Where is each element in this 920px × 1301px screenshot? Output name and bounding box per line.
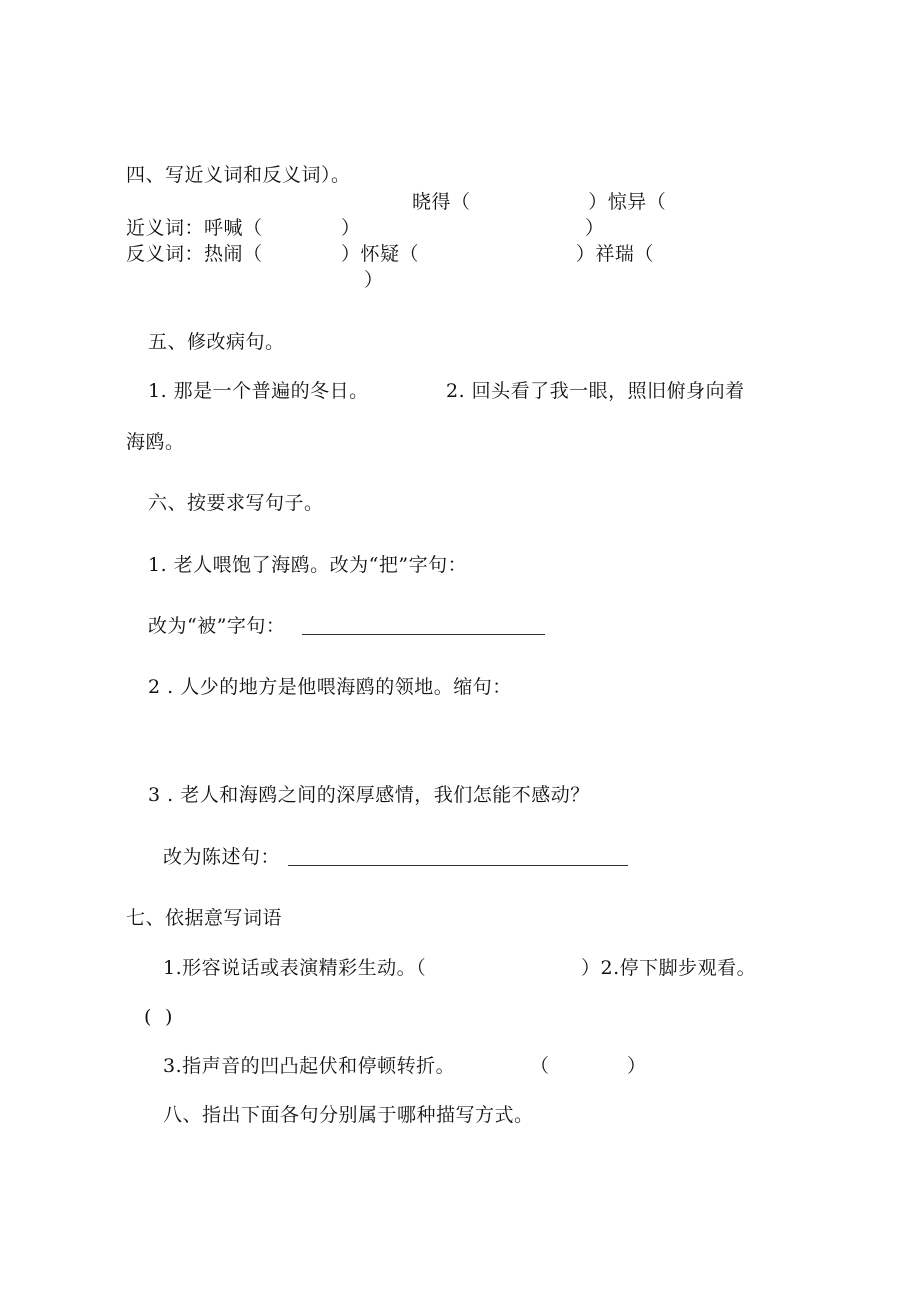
sick-sentence-2-continued: 海鸥。 <box>126 431 185 453</box>
word-question-1: 1.形容说话或表演精彩生动。（ <box>163 957 427 979</box>
sick-sentence-1: 1. 那是一个普遍的冬日。 <box>148 380 369 402</box>
rewrite-question-3: 3 . 老人和海鸥之间的深厚感情，我们怎能不感动？ <box>148 784 590 806</box>
section-4-title: 四、写近义词和反义词）。 <box>126 164 351 186</box>
section-6-title: 六、按要求写句子。 <box>148 492 324 514</box>
rewrite-question-1: 1. 老人喂饱了海鸥。改为“把”字句： <box>148 554 468 576</box>
antonym-row: 反义词：热闹（ ）怀疑（ ）祥瑞（ <box>126 243 654 265</box>
word-question-2-paren: ( ) <box>144 1006 173 1028</box>
synonym-close-paren: ） <box>585 217 605 239</box>
word-question-2: ）2.停下脚步观看。 <box>581 957 757 979</box>
synonym-row-xiaode-jingyi: 晓得（ ）惊异（ <box>412 191 667 213</box>
rewrite-question-2: 2 . 人少的地方是他喂海鸥的领地。缩句： <box>148 676 512 698</box>
rewrite-question-1-bei: 改为“被”字句： <box>148 615 286 637</box>
word-question-3-close-paren: ） <box>627 1055 647 1077</box>
section-7-title: 七、依据意写词语 <box>126 907 283 929</box>
answer-line-statement[interactable] <box>288 865 628 866</box>
word-question-3: 3.指声音的凹凸起伏和停顿转折。 <box>163 1055 456 1077</box>
section-8-title: 八、指出下面各句分别属于哪种描写方式。 <box>163 1104 534 1126</box>
sick-sentence-2: 2. 回头看了我一眼，照旧俯身向着 <box>446 380 745 402</box>
antonym-close-paren: ） <box>364 269 384 291</box>
section-5-title: 五、修改病句。 <box>148 331 285 353</box>
answer-line-bei[interactable] <box>302 634 545 635</box>
synonym-row-huhan: 近义词：呼喊（ ） <box>126 217 361 239</box>
rewrite-question-3-statement: 改为陈述句： <box>163 846 281 868</box>
word-question-3-open-paren: （ <box>530 1055 550 1077</box>
